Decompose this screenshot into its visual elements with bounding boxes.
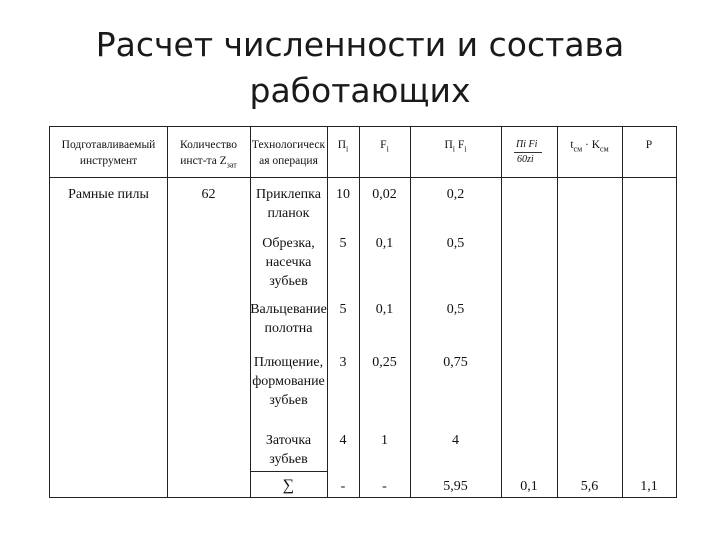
formula-fraction-bar [514,152,542,153]
header-formula [501,127,557,177]
table-row-pi-fi: 4 [452,433,459,448]
table-row-pi: 5 [339,236,347,251]
col-divider [557,127,558,497]
table-row-pi: 4 [339,433,347,448]
formula-numerator: Пi Fi [516,139,538,150]
total-formula: 0,1 [520,479,538,494]
table-row-fi: 0,25 [372,355,397,370]
header-pi-fi: $П_i$ $F_i$ [444,139,467,154]
header-operation: Технологическ ая операция [251,139,326,167]
title-line-2: работающих [249,71,471,110]
total-fi: - [382,479,387,494]
total-pi: - [340,479,346,494]
total-tcm-kcm: 5,6 [580,479,599,494]
header-fi: $F_i$ [380,139,389,154]
total-p: 1,1 [640,479,658,494]
col-divider [622,127,623,497]
tool-quantity: 62 [201,187,216,202]
table-row-pi-fi: 0,2 [446,187,465,202]
table-row-operation: Вальцевание полотна [250,302,327,336]
table-row-pi: 3 [339,355,347,370]
table-row-fi: 0,1 [375,302,394,317]
table-row-operation: Плющение, формование зубьев [252,355,325,408]
table-row-pi: 10 [336,187,350,202]
total-row-divider [250,471,327,472]
table-row-pi-fi: 0,75 [443,355,468,370]
formula-denominator: 60zi [517,154,534,165]
header-tcm-kcm: $t_{см} \cdot K_{см}$ [570,139,609,154]
header-tool: Подготавливаемый инструмент [61,139,156,167]
col-divider [167,127,168,497]
table-row-fi: 0,02 [372,187,397,202]
header-p: Р [645,139,653,151]
header-pi: $П_i$ [337,139,349,154]
table-row-pi: 5 [339,302,347,317]
col-divider [501,127,502,497]
table-row-pi-fi: 0,5 [446,302,465,317]
table-row-operation: Приклепка планок [256,187,321,221]
page-title [0,22,720,114]
header-divider [50,177,676,178]
table-row-operation: Обрезка, насечка зубьев [262,236,315,289]
total-sigma-symbol: ∑ [282,477,295,494]
table-row-operation: Заточка зубьев [265,433,312,467]
title-line-1: Расчет численности и состава [95,25,625,64]
table-row-pi-fi: 0,5 [446,236,465,251]
header-quantity: Количество инст-та $Z_{зат}$ [180,139,237,170]
staffing-table [49,126,677,498]
table-row-fi: 0,1 [375,236,394,251]
total-pi-fi: 5,95 [443,479,468,494]
table-row-fi: 1 [381,433,388,448]
tool-name: Рамные пилы [68,187,149,202]
